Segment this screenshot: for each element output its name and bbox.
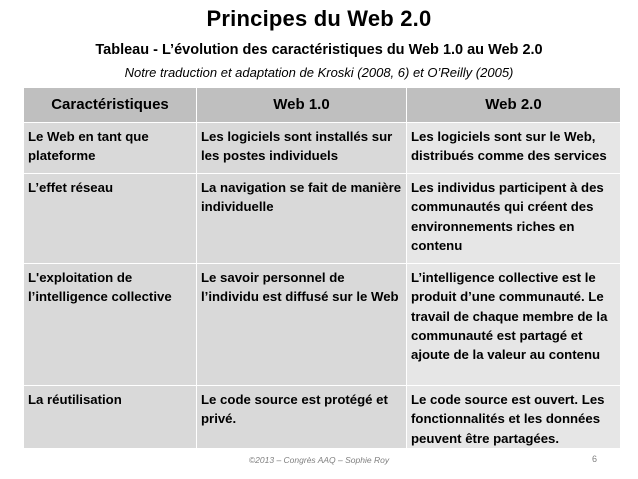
cell-web2: L’intelligence collective est le produit d’une communauté. Le travail de chaque membre de la communauté est partagé et ajoute de la valeur au contenu [407, 264, 621, 386]
cell-web1: Le savoir personnel de l’individu est diffusé sur le Web [197, 264, 407, 386]
column-header-web1: Web 1.0 [197, 88, 407, 123]
column-header-characteristics: Caractéristiques [24, 88, 197, 123]
source-citation: Notre traduction et adaptation de Kroski (2008, 6) et O’Reilly (2005) [124, 65, 514, 80]
page-number: 6 [592, 454, 598, 464]
column-header-web2: Web 2.0 [407, 88, 621, 123]
cell-web2: Les individus participent à des communautés qui créent des environnements riches en contenu [407, 174, 621, 264]
cell-web2: Les logiciels sont sur le Web, distribués comme des services [407, 123, 621, 174]
table-row [24, 386, 621, 449]
cell-characteristic: L’effet réseau [24, 174, 197, 264]
table-caption: Tableau - L’évolution des caractéristiques du Web 1.0 au Web 2.0 [95, 42, 543, 58]
slide-footer: ©2013 – Congrès AAQ – Sophie Roy [248, 455, 390, 465]
table-row [24, 174, 621, 264]
table-header-row [24, 88, 621, 123]
cell-characteristic: La réutilisation [24, 386, 197, 449]
table-row [24, 264, 621, 386]
table-row [24, 123, 621, 174]
cell-web1: La navigation se fait de manière individuelle [197, 174, 407, 264]
cell-characteristic: Le Web en tant que plateforme [24, 123, 197, 174]
cell-web1: Le code source est protégé et privé. [197, 386, 407, 449]
cell-characteristic: L'exploitation de l’intelligence collective [24, 264, 197, 386]
comparison-table [23, 87, 621, 449]
cell-web1: Les logiciels sont installés sur les postes individuels [197, 123, 407, 174]
slide-title: Principes du Web 2.0 [206, 6, 432, 31]
cell-web2: Le code source est ouvert. Les fonctionnalités et les données peuvent être partagées. [407, 386, 621, 449]
